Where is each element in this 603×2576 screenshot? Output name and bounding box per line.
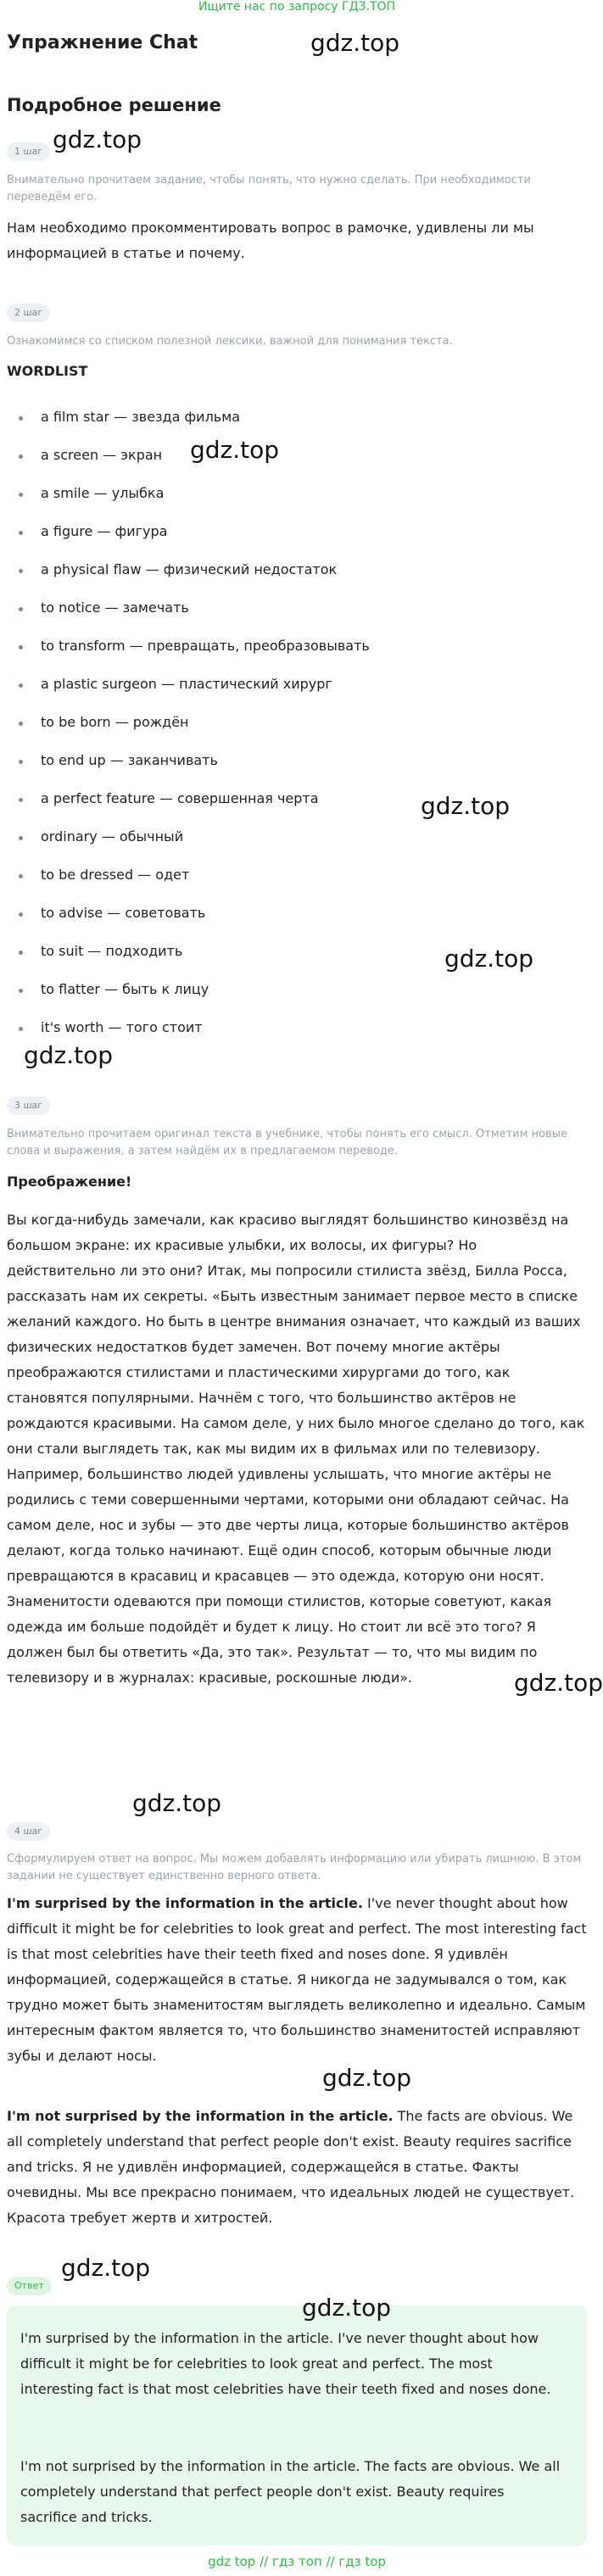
watermark: gdz.top bbox=[302, 2294, 392, 2322]
watermark: gdz.top bbox=[310, 29, 400, 57]
step-hint: Сформулируем ответ на вопрос. Мы можем добавлять информацию или убирать лишнюю. В этом задании не существует единственно верного ответа. bbox=[7, 1853, 582, 1882]
wordlist-item: to transform — превращать, преобразовывать bbox=[41, 638, 370, 654]
text-heading: Преображение! bbox=[7, 1174, 132, 1190]
step-hint: Внимательно прочитаем оригинал текста в учебнике, чтобы понять его смысл. Отметим новые слова и выражения, а затем найдём их в предлагаемом переводе. bbox=[7, 1128, 567, 1157]
wordlist-item: a screen — экран bbox=[41, 447, 163, 463]
wordlist-item: to notice — замечать bbox=[41, 599, 189, 616]
search-banner-link[interactable]: Ищите нас по запросу ГДЗ.ТОП bbox=[198, 0, 396, 14]
wordlist-item: a figure — фигура bbox=[41, 523, 168, 539]
watermark: gdz.top bbox=[444, 945, 534, 973]
watermark: gdz.top bbox=[132, 1789, 222, 1817]
step-badge: 4 шаг bbox=[7, 1822, 50, 1841]
step-badge: 1 шаг bbox=[7, 142, 50, 161]
step-hint: Ознакомимся со списком полезной лексики, важной для понимания текста. bbox=[7, 335, 453, 348]
footer-links[interactable]: gdz top // гдз топ // гдз top bbox=[208, 2554, 386, 2569]
answer-paragraph: I'm not surprised by the information in the article. The facts are obvious. We all completely understand that perfect people don't exist. Beauty requires sacrifice and tricks. bbox=[20, 2458, 561, 2525]
wordlist-item: a smile — улыбка bbox=[41, 485, 165, 501]
watermark: gdz.top bbox=[322, 2064, 412, 2092]
exercise-title: Упражнение Chat bbox=[7, 32, 198, 53]
watermark: gdz.top bbox=[421, 792, 511, 820]
translation-text: Вы когда-нибудь замечали, как красиво выглядят большинство кинозвёзд на большом экране: их красивые улыбки, их волосы, их фигуры? Но действительно ли это они? Итак, мы попросили стилиста звёзд, Билла Росса, рассказать нам их секреты. «Быть известным занимает первое место в списке желаний каждого. Но быть в центре внимания означает, что каждый из ваших физических недостатков будет замечен. Вот почему многие актёры преображаются стилистами и пластическими хирургами до того, как становятся популярными. Начнём с того, что большинство актёров не рождаются красивыми. На самом деле, у них было многое сделано до того, как они стали выглядеть так, как мы видим их в фильмах или по телевизору. Например, большинство людей удивлены услышать, что многие актёры не родились с теми совершенными чертами, которыми они обладают сейчас. На самом деле, нос и зубы — это две черты лица, которые большинство актёров делают, когда только начинают. Ещё один способ, которым обычные люди превращаются в красавиц и красавцев — это одежда, которую они носят. Знаменитости одеваются при помощи стилистов, которые советуют, какая одежда им больше подойдёт и будет к лицу. Но стоит ли всё это того? Я должен был бы ответить «Да, это так». Результат — то, что мы видим по телевизору и в журналах: красивые, роскошные люди». bbox=[7, 1212, 585, 1686]
answer-draft-1: I'm surprised by the information in the article. I've never thought about how difficult it might be for celebrities to look great and perfect. The most interesting fact is that most celebrities have their teeth fixed and noses done. Я удивлён информацией, содержащейся в статье. Я никогда не задумывался о том, как трудно может быть знаменитостям выглядеть великолепно и идеально. Самым интересным фактом является то, что большинство знаменитостей исправляют зубы и делают носы. bbox=[7, 1895, 587, 2064]
wordlist-item: a physical flaw — физический недостаток bbox=[41, 561, 338, 577]
wordlist-item: it's worth — того стоит bbox=[41, 1019, 203, 1035]
section-title: Подробное решение bbox=[7, 95, 221, 115]
answer-paragraph: I'm surprised by the information in the article. I've never thought about how difficult it might be for celebrities to look great and perfect. The most interesting fact is that most celebrities have their teeth fixed and noses done. bbox=[20, 2330, 551, 2397]
wordlist-item: to advise — советовать bbox=[41, 905, 206, 921]
step-badge: 3 шаг bbox=[7, 1096, 50, 1115]
wordlist-title: WORDLIST bbox=[7, 363, 88, 379]
wordlist-item: a film star — звезда фильма bbox=[41, 409, 241, 425]
step-badge: 2 шаг bbox=[7, 304, 50, 322]
step-text: Нам необходимо прокомментировать вопрос в рамочке, удивлены ли мы информацией в статье и почему. bbox=[7, 220, 534, 261]
watermark: gdz.top bbox=[61, 2254, 151, 2282]
watermark: gdz.top bbox=[24, 1041, 114, 1069]
watermark: gdz.top bbox=[514, 1669, 603, 1697]
watermark: gdz.top bbox=[190, 436, 280, 464]
answer-badge: Ответ bbox=[7, 2277, 52, 2295]
wordlist-item: a perfect feature — совершенная черта bbox=[41, 790, 319, 806]
step-hint: Внимательно прочитаем задание, чтобы понять, что нужно сделать. При необходимости переведём его. bbox=[7, 174, 531, 204]
watermark: gdz.top bbox=[53, 125, 142, 153]
answer-draft-2: I'm not surprised by the information in the article. The facts are obvious. We all completely understand that perfect people don't exist. Beauty requires sacrifice and tricks. Я не удивлён информацией, содержащейся в статье. Факты очевидны. Мы все прекрасно понимаем, что идеальных людей не существует. Красота требует жертв и хитростей. bbox=[7, 2108, 575, 2226]
wordlist-item: to end up — заканчивать bbox=[41, 752, 218, 768]
wordlist-item: to flatter — быть к лицу bbox=[41, 981, 209, 997]
wordlist-item: ordinary — обычный bbox=[41, 828, 184, 845]
wordlist-item: to be dressed — одет bbox=[41, 867, 190, 883]
wordlist-item: to suit — подходить bbox=[41, 943, 183, 959]
wordlist-item: a plastic surgeon — пластический хирург bbox=[41, 676, 332, 692]
wordlist-item: to be born — рождён bbox=[41, 714, 189, 730]
